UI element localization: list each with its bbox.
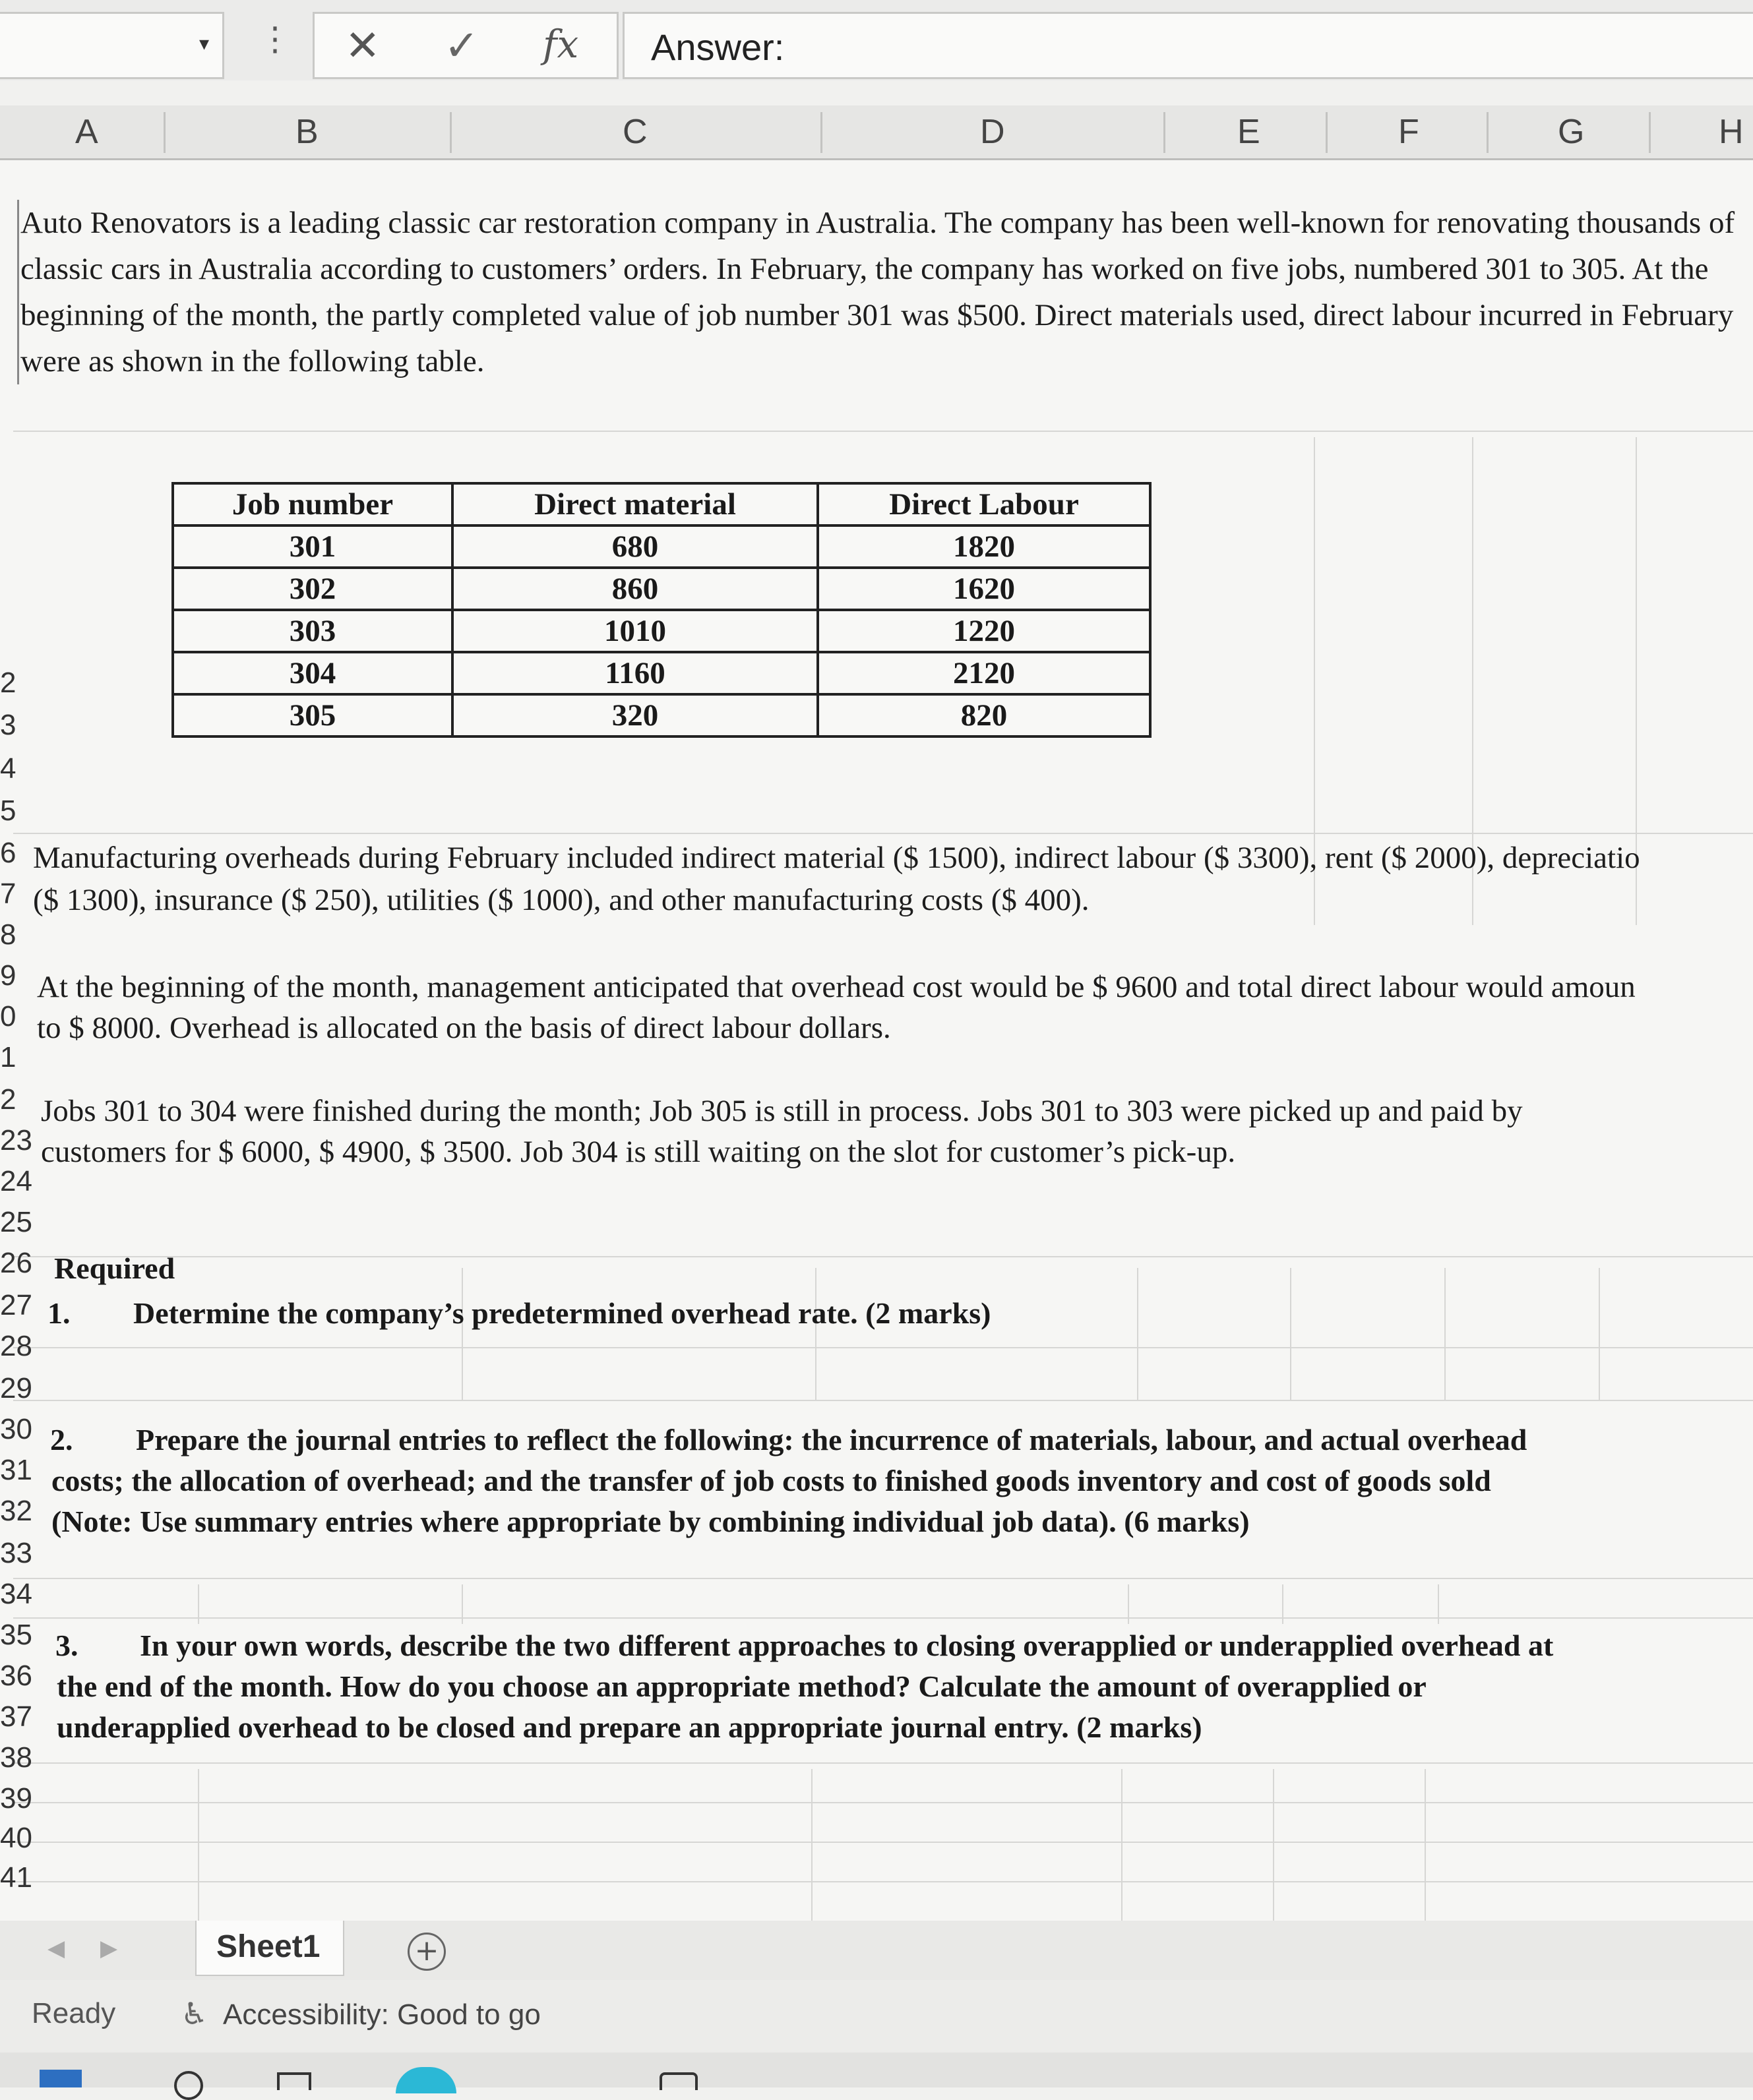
job-number-cell[interactable]: 303 bbox=[173, 610, 452, 652]
question-2-line-2: costs; the allocation of overhead; and the transfer of job costs to finished goods inventory and cost of goods sold bbox=[51, 1464, 1491, 1497]
jobs-line-2: customers for $ 6000, $ 4900, $ 3500. Job 304 is still waiting on the slot for customer’s pick-up. bbox=[41, 1135, 1236, 1169]
row-number[interactable]: 5 bbox=[0, 795, 16, 827]
column-header-a[interactable]: A bbox=[75, 113, 98, 151]
row-number[interactable]: 25 bbox=[0, 1206, 32, 1238]
row-number[interactable]: 26 bbox=[0, 1247, 32, 1279]
question-2-number: 2. bbox=[50, 1423, 73, 1456]
windows-start-icon[interactable] bbox=[40, 2070, 82, 2087]
checkmark-icon[interactable]: ✓ bbox=[444, 22, 479, 71]
column-header-e[interactable]: E bbox=[1237, 113, 1260, 151]
direct-labour-cell[interactable]: 1220 bbox=[818, 610, 1150, 652]
direct-material-cell[interactable]: 320 bbox=[452, 694, 818, 736]
job-number-cell[interactable]: 302 bbox=[173, 568, 452, 610]
direct-material-cell[interactable]: 860 bbox=[452, 568, 818, 610]
row-number[interactable]: 35 bbox=[0, 1619, 32, 1651]
row-number[interactable]: 33 bbox=[0, 1537, 32, 1569]
required-heading: Required bbox=[54, 1251, 175, 1285]
question-3-line-3: underapplied overhead to be closed and prepare an appropriate journal entry. (2 marks) bbox=[57, 1710, 1202, 1744]
row-number[interactable]: 27 bbox=[0, 1289, 32, 1321]
status-bar bbox=[0, 1980, 1753, 2053]
chevron-down-icon[interactable]: ▾ bbox=[199, 33, 209, 55]
question-3-line-1: In your own words, describe the two different approaches to closing overapplied or underapplied overhead at bbox=[140, 1629, 1554, 1662]
sheet-tab-label: Sheet1 bbox=[216, 1929, 321, 1964]
direct-labour-cell[interactable]: 820 bbox=[818, 694, 1150, 736]
formula-bar bbox=[0, 0, 1753, 80]
table-header-row bbox=[173, 483, 1150, 525]
more-options-icon[interactable]: ⋮ bbox=[259, 20, 292, 58]
search-icon[interactable] bbox=[174, 2071, 203, 2100]
direct-material-cell[interactable]: 1160 bbox=[452, 652, 818, 694]
column-header-d[interactable]: D bbox=[980, 113, 1005, 151]
row-number[interactable]: 8 bbox=[0, 918, 16, 951]
question-3-number: 3. bbox=[55, 1629, 78, 1662]
header-job-number: Job number bbox=[173, 483, 452, 525]
job-number-cell[interactable]: 305 bbox=[173, 694, 452, 736]
name-box[interactable] bbox=[0, 12, 224, 79]
question-2-line-1: Prepare the journal entries to reflect the following: the incurrence of materials, labour, and actual overhead bbox=[136, 1423, 1527, 1456]
row-number[interactable]: 40 bbox=[0, 1822, 32, 1854]
row-number[interactable]: 1 bbox=[0, 1041, 16, 1073]
direct-labour-cell[interactable]: 1820 bbox=[818, 525, 1150, 568]
intro-paragraph: Auto Renovators is a leading classic car restoration company in Australia. The company has been well-known for renovating thousands of classic cars in Australia according to customers’ orders. In February, the company has worked on five jobs, numbered 301 to 305. At the beginning of the month, the partly completed value of job number 301 was $500. Direct materials used, direct labour incurred in February were as shown in the following table. bbox=[17, 200, 1753, 384]
job-number-cell[interactable]: 301 bbox=[173, 525, 452, 568]
row-number[interactable]: 34 bbox=[0, 1578, 32, 1610]
close-icon[interactable]: ✕ bbox=[345, 22, 381, 71]
question-3-line-2: the end of the month. How do you choose an appropriate method? Calculate the amount of overapplied or bbox=[57, 1669, 1427, 1703]
column-header-b[interactable]: B bbox=[295, 113, 319, 151]
row-number[interactable]: 9 bbox=[0, 959, 16, 992]
question-1-number: 1. bbox=[47, 1296, 71, 1330]
direct-labour-cell[interactable]: 1620 bbox=[818, 568, 1150, 610]
row-number[interactable]: 29 bbox=[0, 1372, 32, 1404]
jobs-line-1: Jobs 301 to 304 were finished during the month; Job 305 is still in process. Jobs 301 to 303 were picked up and paid by bbox=[41, 1094, 1523, 1128]
column-header-c[interactable]: C bbox=[623, 113, 648, 151]
row-number[interactable]: 32 bbox=[0, 1495, 32, 1527]
row-number[interactable]: 28 bbox=[0, 1330, 32, 1362]
column-header-f[interactable]: F bbox=[1398, 113, 1419, 151]
row-number[interactable]: 24 bbox=[0, 1165, 32, 1197]
sheet-tab-bar bbox=[0, 1921, 1753, 1980]
row-number[interactable]: 36 bbox=[0, 1660, 32, 1692]
header-direct-labour: Direct Labour bbox=[818, 483, 1150, 525]
row-number[interactable]: 0 bbox=[0, 1000, 16, 1033]
formula-buttons bbox=[313, 12, 619, 79]
direct-material-cell[interactable]: 680 bbox=[452, 525, 818, 568]
question-2-line-3: (Note: Use summary entries where appropriate by combining individual job data). (6 marks) bbox=[51, 1505, 1250, 1538]
sheet-tab-active[interactable] bbox=[195, 1921, 344, 1976]
overheads-line-2: ($ 1300), insurance ($ 250), utilities ($ 1000), and other manufacturing costs ($ 400). bbox=[33, 883, 1090, 917]
taskbar bbox=[0, 2053, 1753, 2087]
anticipated-line-2: to $ 8000. Overhead is allocated on the basis of direct labour dollars. bbox=[37, 1011, 891, 1045]
question-1-text: Determine the company’s predetermined overhead rate. (2 marks) bbox=[133, 1296, 991, 1330]
direct-labour-cell[interactable]: 2120 bbox=[818, 652, 1150, 694]
status-ready: Ready bbox=[32, 1997, 116, 2029]
formula-input[interactable] bbox=[623, 12, 1753, 79]
row-number[interactable]: 31 bbox=[0, 1454, 32, 1486]
edge-browser-icon[interactable] bbox=[396, 2067, 456, 2093]
table-row bbox=[173, 568, 1150, 610]
row-number[interactable]: 38 bbox=[0, 1741, 32, 1774]
table-row bbox=[173, 525, 1150, 568]
row-number[interactable]: 2 bbox=[0, 667, 16, 699]
row-number[interactable]: 3 bbox=[0, 709, 16, 741]
column-header-row bbox=[0, 105, 1753, 160]
row-number[interactable]: 23 bbox=[0, 1124, 32, 1156]
overheads-line-1: Manufacturing overheads during February included indirect material ($ 1500), indirect labour ($ 3300), rent ($ 2000), depreciatio bbox=[33, 841, 1640, 875]
row-number[interactable]: 37 bbox=[0, 1700, 32, 1733]
accessibility-status[interactable]: Accessibility: Good to go bbox=[223, 1998, 541, 2031]
row-number[interactable]: 41 bbox=[0, 1861, 32, 1894]
direct-material-cell[interactable]: 1010 bbox=[452, 610, 818, 652]
row-number[interactable]: 7 bbox=[0, 878, 16, 910]
formula-input-value: Answer: bbox=[651, 26, 785, 68]
column-header-g[interactable]: G bbox=[1558, 113, 1585, 151]
row-number[interactable]: 6 bbox=[0, 837, 16, 869]
scroll-right-icon[interactable]: ▶ bbox=[100, 1936, 118, 1961]
table-row bbox=[173, 694, 1150, 736]
header-direct-material: Direct material bbox=[452, 483, 818, 525]
table-row bbox=[173, 610, 1150, 652]
row-number[interactable]: 4 bbox=[0, 752, 16, 785]
fx-icon[interactable]: fx bbox=[543, 22, 579, 67]
row-number[interactable]: 2 bbox=[0, 1083, 16, 1116]
row-number[interactable]: 30 bbox=[0, 1413, 32, 1445]
plus-circle-icon[interactable]: + bbox=[408, 1933, 446, 1971]
job-cost-table bbox=[171, 482, 1152, 738]
worksheet-grid[interactable] bbox=[0, 160, 1753, 1921]
job-number-cell[interactable]: 304 bbox=[173, 652, 452, 694]
accessibility-icon[interactable]: ♿ bbox=[181, 1996, 208, 2031]
table-row bbox=[173, 652, 1150, 694]
anticipated-line-1: At the beginning of the month, management anticipated that overhead cost would be $ 9600 and total direct labour would amoun bbox=[37, 970, 1636, 1004]
column-header-h[interactable]: H bbox=[1719, 113, 1744, 151]
scroll-left-icon[interactable]: ◀ bbox=[47, 1936, 65, 1961]
row-number[interactable]: 39 bbox=[0, 1782, 32, 1815]
